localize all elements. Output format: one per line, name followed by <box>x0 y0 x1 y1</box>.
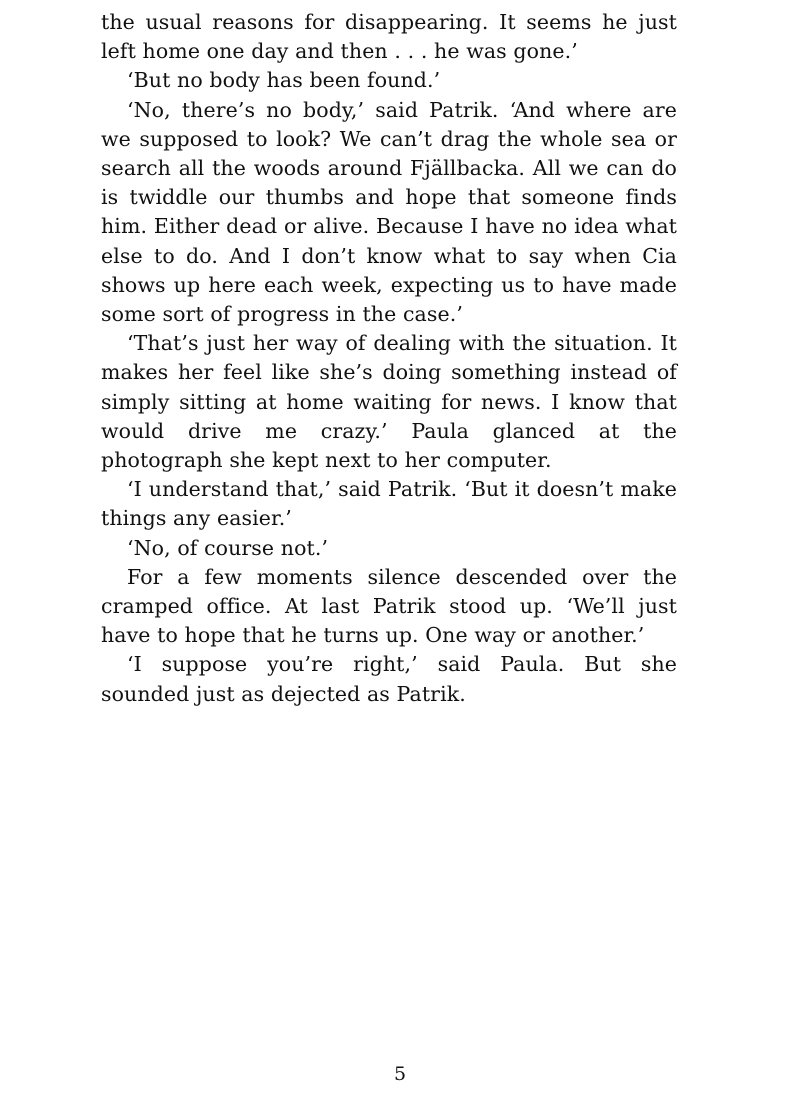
paragraph: ‘I understand that,’ said Patrik. ‘But it doesn’t make things any easier.’ <box>101 477 677 531</box>
paragraph: For a few moments silence descended over the cramped office. At last Patrik stood up. ‘We’ll just have to hope that he turns up. One way or another.’ <box>101 564 677 648</box>
paragraph: ‘No, of course not.’ <box>127 535 329 560</box>
paragraph: the usual reasons for disappearing. It seems he just left home one day and then . . . he was gone.’ <box>101 10 677 64</box>
body-text <box>101 8 677 709</box>
paragraph: ‘But no body has been found.’ <box>127 68 441 93</box>
page-number: 5 <box>393 1063 407 1085</box>
paragraph: ‘That’s just her way of dealing with the situation. It makes her feel like she’s doing something instead of simply sitting at home waiting for news. I know that would drive me crazy.’ Paula glanced at the photograph she kept next to her computer. <box>101 331 677 473</box>
paragraph: ‘I suppose you’re right,’ said Paula. But she sounded just as dejected as Patrik. <box>101 652 677 706</box>
paragraph: ‘No, there’s no body,’ said Patrik. ‘And where are we supposed to look? We can’t drag the whole sea or search all the woods around Fjällbacka. All we can do is twiddle our thumbs and hope that someone finds him. Either dead or alive. Because I have no idea what else to do. And I don’t know what to say when Cia shows up here each week, expecting us to have made some sort of progress in the case.’ <box>101 97 677 327</box>
